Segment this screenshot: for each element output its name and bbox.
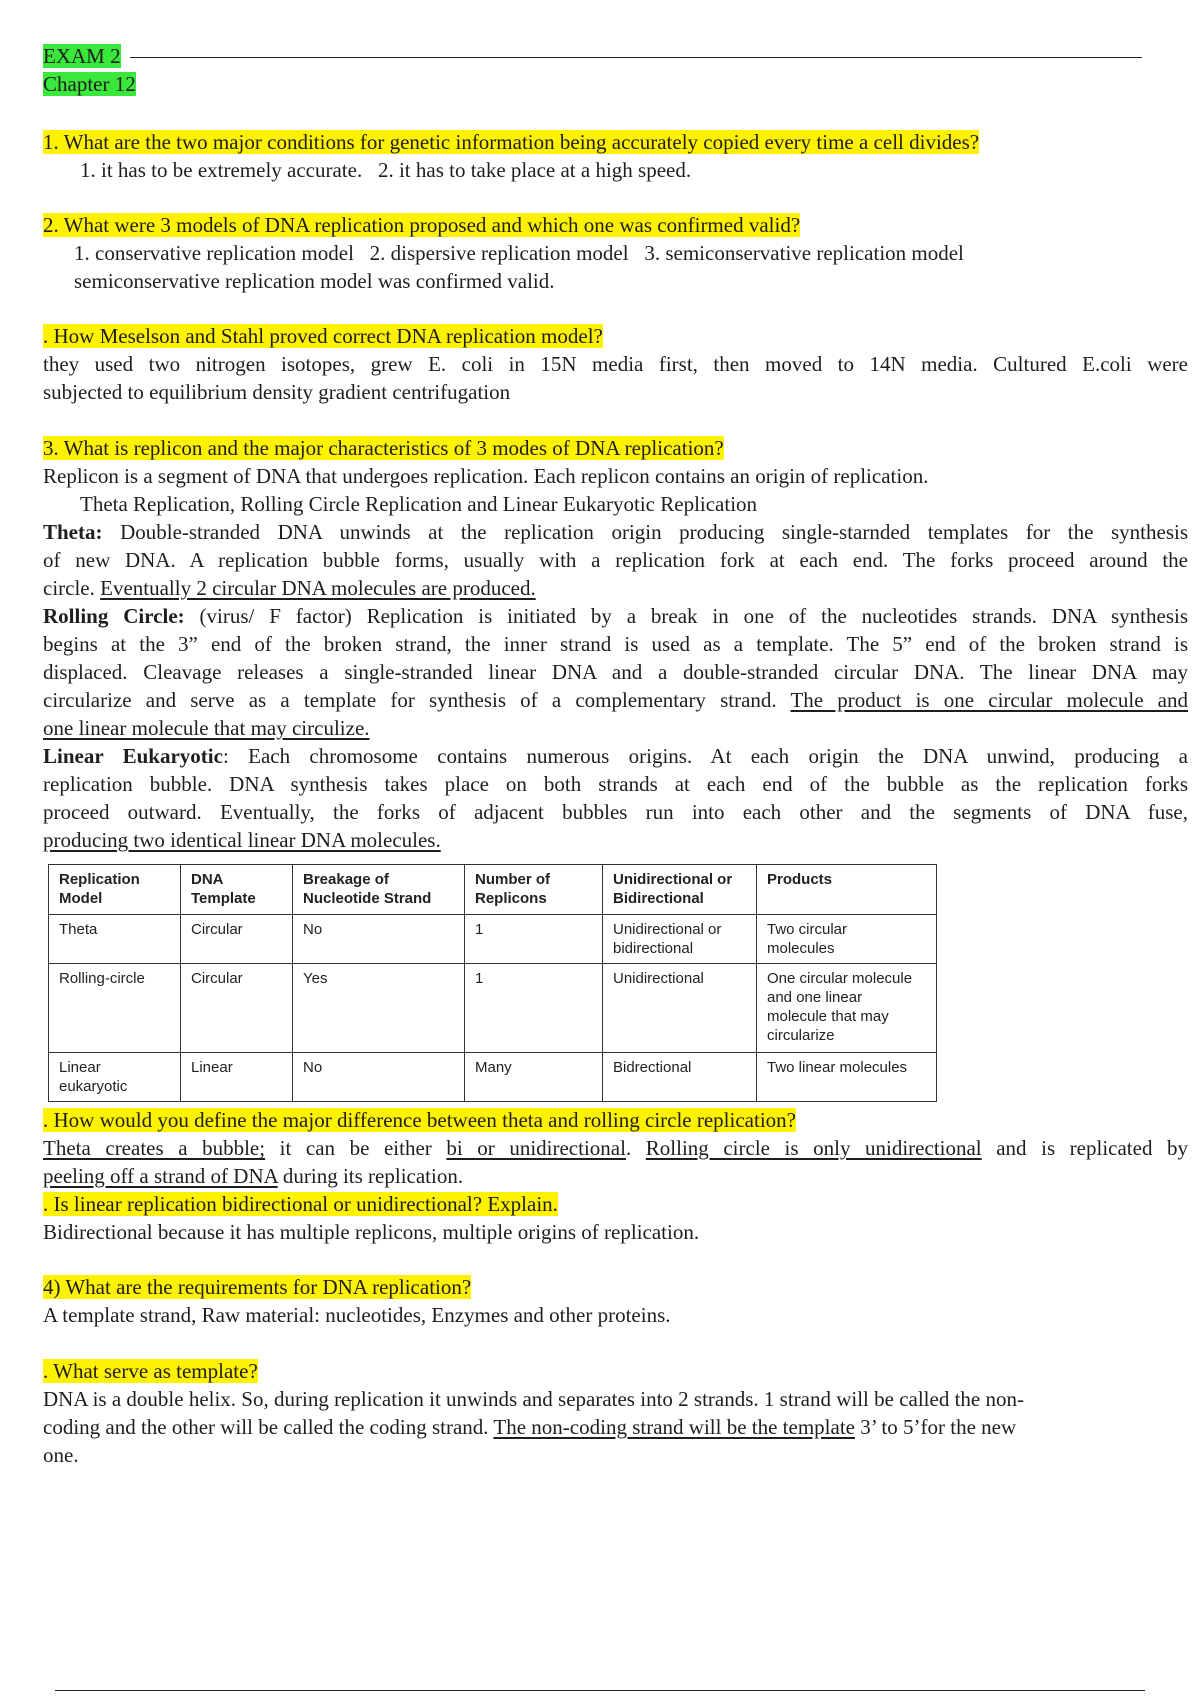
answer-2-line-2: semiconservative replication model was confirmed valid.: [74, 269, 555, 293]
answer-template-line-2: coding and the other will be called the coding strand. The non-coding strand will be the template 3’ to 5’for the new: [43, 1415, 1017, 1439]
answer-theta-vs-rolling-line-2: peeling off a strand of DNA during its replication.: [43, 1164, 464, 1188]
exam-title: EXAM 2: [43, 44, 121, 68]
table-cell: 1: [465, 915, 603, 964]
table-row: [49, 915, 937, 964]
header-breakage: Breakage of Nucleotide Strand: [293, 865, 465, 915]
table-cell: No: [293, 1053, 465, 1102]
chapter-title: Chapter 12: [43, 72, 136, 96]
table-row: [49, 1053, 937, 1102]
theta-line-1: Theta: Double-stranded DNA unwinds at the replication origin producing single-starnded templates for the synthesis: [43, 520, 1188, 544]
answer-meselson-line-2: subjected to equilibrium density gradient centrifugation: [43, 380, 511, 404]
answer-template-line-3: one.: [43, 1443, 79, 1467]
table-row: [49, 964, 937, 1053]
answer-theta-vs-rolling-line-1: Theta creates a bubble; it can be either bi or unidirectional. Rolling circle is only unidirectional and is replicated by: [43, 1136, 1189, 1160]
answer-1: 1. it has to be extremely accurate. 2. it has to take place at a high speed.: [80, 158, 692, 182]
table-cell: Two circular molecules: [757, 915, 937, 964]
answer-4: A template strand, Raw material: nucleotides, Enzymes and other proteins.: [43, 1303, 671, 1327]
table-cell: Unidirectional: [603, 964, 757, 1053]
linear-line-1: Linear Eukaryotic: Each chromosome contains numerous origins. At each origin the DNA unwind, producing a: [43, 744, 1188, 768]
answer-meselson-line-1: they used two nitrogen isotopes, grew E. coli in 15N media first, then moved to 14N media. Cultured E.coli were: [43, 352, 1188, 376]
table-cell: 1: [465, 964, 603, 1053]
question-linear-direction: . Is linear replication bidirectional or unidirectional? Explain.: [43, 1192, 558, 1216]
answer-linear-direction: Bidirectional because it has multiple replicons, multiple origins of replication.: [43, 1220, 700, 1244]
table-cell: Two linear molecules: [757, 1053, 937, 1102]
replication-modes-list: Theta Replication, Rolling Circle Replication and Linear Eukaryotic Replication: [80, 492, 758, 516]
header-dna-template: DNA Template: [181, 865, 293, 915]
rolling-line-5: one linear molecule that may circulize.: [43, 716, 370, 740]
header-products: Products: [757, 865, 937, 915]
rolling-line-4: circularize and serve as a template for synthesis of a complementary strand. The product is one circular molecule and: [43, 688, 1189, 712]
header-directionality: Unidirectional or Bidirectional: [603, 865, 757, 915]
replicon-definition: Replicon is a segment of DNA that undergoes replication. Each replicon contains an origin of replication.: [43, 464, 929, 488]
question-meselson: . How Meselson and Stahl proved correct DNA replication model?: [43, 324, 603, 348]
table-cell: Linear eukaryotic: [49, 1053, 181, 1102]
table-cell: Circular: [181, 964, 293, 1053]
answer-2-line-1: 1. conservative replication model 2. dispersive replication model 3. semiconservative replication model: [74, 241, 964, 265]
linear-line-3: proceed outward. Eventually, the forks of adjacent bubbles run into each other and the segments of DNA fuse,: [43, 800, 1188, 824]
table-cell: Unidirectional or bidirectional: [603, 915, 757, 964]
answer-template-line-1: DNA is a double helix. So, during replication it unwinds and separates into 2 strands. 1 strand will be called the non-: [43, 1387, 1024, 1411]
table-header-row: [49, 865, 937, 915]
question-theta-vs-rolling: . How would you define the major difference between theta and rolling circle replication?: [43, 1108, 796, 1132]
header-number-of-replicons: Number of Replicons: [465, 865, 603, 915]
question-template: . What serve as template?: [43, 1359, 258, 1383]
linear-line-4: producing two identical linear DNA molecules.: [43, 828, 441, 852]
question-4: 4) What are the requirements for DNA replication?: [43, 1275, 472, 1299]
rolling-line-3: displaced. Cleavage releases a single-stranded linear DNA and a double-stranded circular DNA. The linear DNA may: [43, 660, 1188, 684]
question-2: 2. What were 3 models of DNA replication proposed and which one was confirmed valid?: [43, 213, 801, 237]
question-1: 1. What are the two major conditions for genetic information being accurately copied every time a cell divides?: [43, 130, 980, 154]
replication-comparison-table: [48, 864, 937, 1102]
table-cell: One circular molecule and one linear molecule that may circularize: [757, 964, 937, 1053]
table-cell: Circular: [181, 915, 293, 964]
linear-line-2: replication bubble. DNA synthesis takes place on both strands at each end of the bubble as the replication forks: [43, 772, 1188, 796]
table-cell: Bidrectional: [603, 1053, 757, 1102]
table-cell: Linear: [181, 1053, 293, 1102]
footer-rule: [55, 1690, 1145, 1691]
table-cell: Many: [465, 1053, 603, 1102]
table-cell: No: [293, 915, 465, 964]
table-cell: Yes: [293, 964, 465, 1053]
rolling-line-1: Rolling Circle: (virus/ F factor) Replication is initiated by a break in one of the nucleotides strands. DNA synthesis: [43, 604, 1189, 628]
header-replication-model: Replication Model: [49, 865, 181, 915]
rolling-line-2: begins at the 3” end of the broken strand, the inner strand is used as a template. The 5” end of the broken strand is: [43, 632, 1188, 656]
question-3: 3. What is replicon and the major characteristics of 3 modes of DNA replication?: [43, 436, 724, 460]
theta-line-3: circle. Eventually 2 circular DNA molecules are produced.: [43, 576, 536, 600]
theta-line-2: of new DNA. A replication bubble forms, usually with a replication fork at each end. The forks proceed around the: [43, 548, 1188, 572]
table-cell: Rolling-circle: [49, 964, 181, 1053]
table-cell: Theta: [49, 915, 181, 964]
